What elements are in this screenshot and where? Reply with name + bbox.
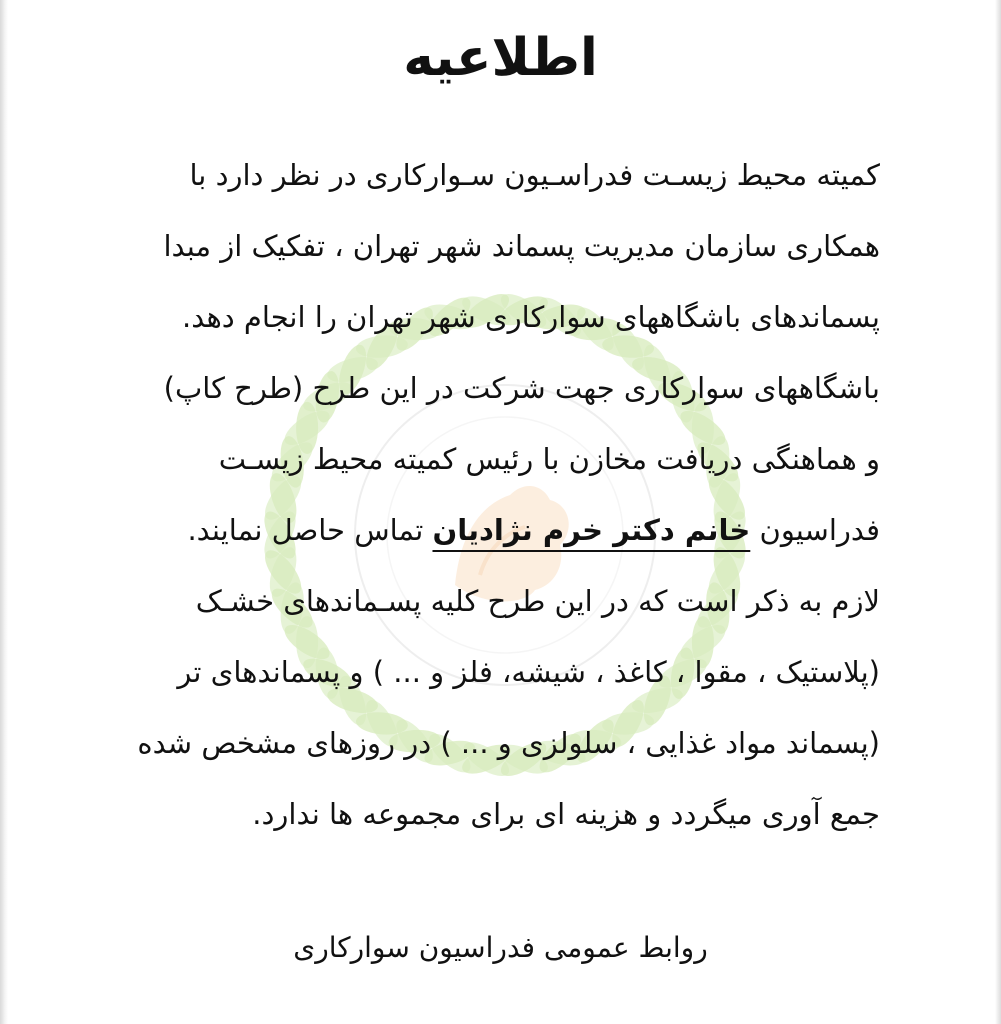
body-line-2: همکاری سازمان مدیریت پسماند شهر تهران ، تفکیک از مبدا bbox=[163, 229, 880, 263]
body-line-9: (پسماند مواد غذایی ، سلولزی و ... ) در روزهای مشخص شده bbox=[137, 726, 880, 760]
body-line-8: (پلاستیک ، مقوا ، کاغذ ، شیشه، فلز و ... ) و پسماندهای تر bbox=[177, 655, 880, 689]
body-line-6 bbox=[120, 495, 880, 566]
page-edge-left bbox=[0, 0, 8, 1024]
body-line-10: جمع آوری میگردد و هزینه ای برای مجموعه ها ندارد. bbox=[252, 797, 880, 831]
body-line-1: کمیته محیط زیسـت فدراسـیون سـوارکاری در نظر دارد با bbox=[189, 158, 880, 192]
contact-name: خانم دکتر خرم نژادیان bbox=[432, 513, 751, 547]
body-line-3: پسماندهای باشگاههای سوارکاری شهر تهران را انجام دهد. bbox=[182, 300, 880, 334]
page-edge-right bbox=[995, 0, 1001, 1024]
body-line-5: و هماهنگی دریافت مخازن با رئیس کمیته محیط زیسـت bbox=[218, 442, 880, 476]
page-title: اطلاعیه bbox=[403, 28, 598, 88]
signature: روابط عمومی فدراسیون سوارکاری bbox=[293, 931, 708, 964]
announcement-body bbox=[120, 140, 880, 850]
line6-after-text: تماس حاصل نمایند. bbox=[187, 513, 424, 547]
line6-before-text: فدراسیون bbox=[759, 513, 880, 547]
body-line-4: باشگاههای سوارکاری جهت شرکت در این طرح (طرح کاپ) bbox=[163, 371, 880, 405]
body-line-7: لازم به ذکر است که در این طرح کلیه پسـماندهای خشـک bbox=[195, 584, 880, 618]
